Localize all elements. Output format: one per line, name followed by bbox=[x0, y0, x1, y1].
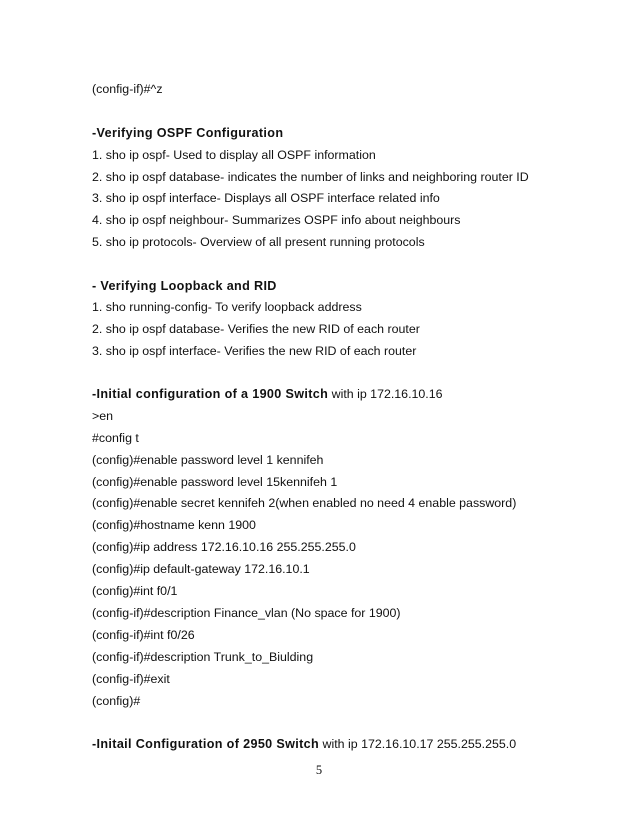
config-line-9: (config)#int f0/1 bbox=[92, 584, 178, 598]
section-heading-ospf bbox=[92, 125, 283, 141]
loopback-line-3: 3. sho ip ospf interface- Verifies the new RID of each router bbox=[92, 344, 417, 358]
config-line-11: (config-if)#int f0/26 bbox=[92, 628, 195, 642]
section-heading-tail: with ip 172.16.10.17 255.255.255.0 bbox=[319, 737, 517, 751]
config-line-5: (config)#enable secret kennifeh 2(when enabled no need 4 enable password) bbox=[92, 496, 517, 510]
section-heading-1900-switch bbox=[92, 386, 443, 402]
config-line-3: (config)#enable password level 1 kennifeh bbox=[92, 453, 324, 467]
config-line-14: (config)# bbox=[92, 694, 141, 708]
config-line-10: (config-if)#description Finance_vlan (No space for 1900) bbox=[92, 606, 401, 620]
ospf-line-1: 1. sho ip ospf- Used to display all OSPF information bbox=[92, 148, 376, 162]
section-heading-text: - Verifying Loopback and RID bbox=[92, 279, 277, 293]
loopback-line-1: 1. sho running-config- To verify loopback address bbox=[92, 300, 362, 314]
config-line-1: >en bbox=[92, 409, 114, 423]
config-line-4: (config)#enable password level 15kennifeh 1 bbox=[92, 475, 338, 489]
config-line-13: (config-if)#exit bbox=[92, 672, 170, 686]
config-line-8: (config)#ip default-gateway 172.16.10.1 bbox=[92, 562, 310, 576]
ospf-line-2: 2. sho ip ospf database- indicates the number of links and neighboring router ID bbox=[92, 170, 529, 184]
config-line-6: (config)#hostname kenn 1900 bbox=[92, 518, 256, 532]
ospf-line-4: 4. sho ip ospf neighbour- Summarizes OSPF info about neighbours bbox=[92, 213, 461, 227]
loopback-line-2: 2. sho ip ospf database- Verifies the new RID of each router bbox=[92, 322, 420, 336]
opening-line: (config-if)#^z bbox=[92, 82, 163, 96]
section-heading-text: -Initail Configuration of 2950 Switch bbox=[92, 737, 320, 751]
page-number: 5 bbox=[315, 763, 323, 777]
config-line-2: #config t bbox=[92, 431, 139, 445]
section-heading-2950-switch bbox=[92, 736, 516, 752]
section-heading-tail: with ip 172.16.10.16 bbox=[328, 387, 443, 401]
ospf-line-3: 3. sho ip ospf interface- Displays all OSPF interface related info bbox=[92, 191, 440, 205]
config-line-7: (config)#ip address 172.16.10.16 255.255.255.0 bbox=[92, 540, 356, 554]
section-heading-text: -Initial configuration of a 1900 Switch bbox=[92, 387, 329, 401]
section-heading-text: -Verifying OSPF Configuration bbox=[92, 126, 284, 140]
section-heading-loopback bbox=[92, 278, 277, 294]
config-line-12: (config-if)#description Trunk_to_Biulding bbox=[92, 650, 314, 664]
ospf-line-5: 5. sho ip protocols- Overview of all present running protocols bbox=[92, 235, 425, 249]
